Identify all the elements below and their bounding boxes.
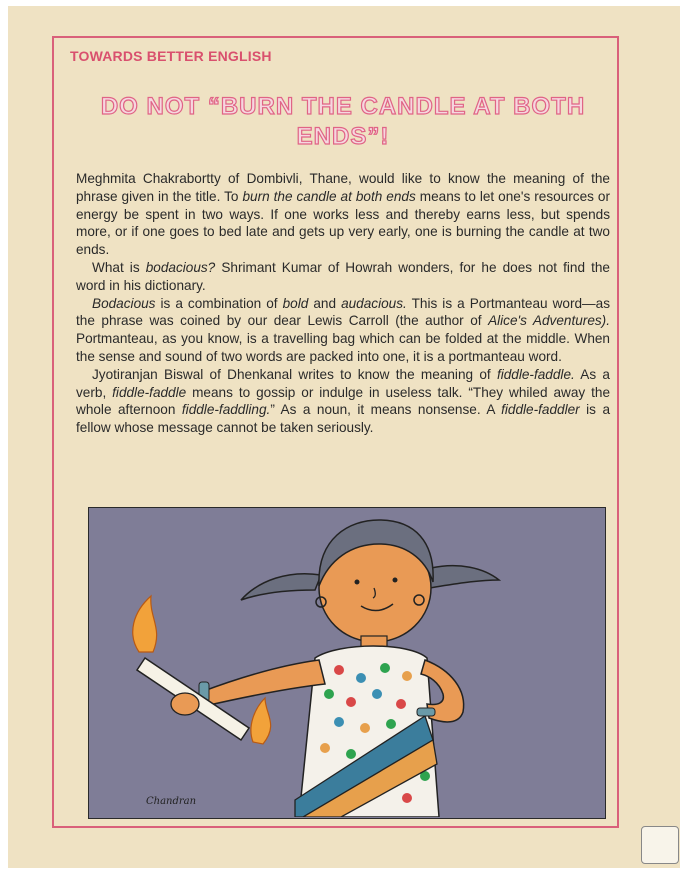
text-run: is a combination of (155, 295, 283, 311)
artist-signature: Chandran (146, 796, 197, 807)
flame-bottom-icon (251, 698, 271, 744)
ponytail-left (241, 574, 321, 600)
text-run: burn the candle at both ends (242, 188, 416, 204)
text-run: bold (282, 295, 309, 311)
text-run: Alice's Adventures). (488, 313, 610, 329)
text-run: fiddle-faddler (501, 402, 580, 418)
text-run: fiddle-faddle. (496, 366, 575, 382)
text-run: is a fellow whose message cannot be taken seriously. (76, 402, 611, 436)
text-run: and (308, 295, 342, 311)
text-run: fiddle-faddling. (181, 402, 271, 418)
text-run: As a verb, (76, 366, 610, 400)
text-run: Portmanteau, as you know, is a travelling bag which can be folded at the middle. When the sense and sound of two words are packed into one, it is a portmanteau word. (76, 331, 610, 364)
paragraph-1 (76, 170, 610, 259)
text-run: means to gossip or indulge in useless talk. “They whiled away the whole afternoon (76, 384, 611, 418)
text-run: means to let one's resources or energy be spent in two ways. If one works less and thereby earns less, but spends more, or if one goes to bed late and gets up very early, one is burning the candle at two ends. (76, 188, 610, 258)
text-run: audacious. (341, 295, 407, 311)
text-run: ” As a noun, it means nonsense. A (270, 402, 502, 418)
paragraph-4 (76, 366, 610, 437)
section-label: TOWARDS BETTER ENGLISH (70, 48, 272, 64)
girl-left-arm (201, 660, 325, 706)
girl-hand (171, 693, 199, 715)
text-run: This is a Portmanteau word—as the phrase was coined by our dear Lewis Carroll (the author of (76, 295, 611, 329)
illustration-girl-with-candle (88, 507, 606, 819)
text-run: bodacious? (145, 259, 216, 275)
text-run: fiddle-faddle (112, 384, 187, 400)
text-run: What is (92, 259, 146, 275)
text-run: Meghmita Chakrabortty of Dombivli, Thane, would like to know the meaning of the phrase given in the title. To (76, 171, 610, 204)
paragraph-3 (76, 295, 610, 366)
flame-top-icon (133, 596, 157, 652)
article-body (76, 170, 610, 437)
text-run: Shrimant Kumar of Howrah wonders, for he does not find the word in his dictionary. (76, 259, 610, 293)
library-stamp-icon (641, 826, 679, 864)
text-run: Bodacious (92, 295, 156, 311)
article-title: DO NOT “BURN THE CANDLE AT BOTH ENDS”! (100, 93, 586, 150)
paragraph-2 (76, 259, 610, 295)
text-run: Jyotiranjan Biswal of Dhenkanal writes to know the meaning of (92, 366, 497, 382)
ponytail-right (429, 566, 499, 588)
